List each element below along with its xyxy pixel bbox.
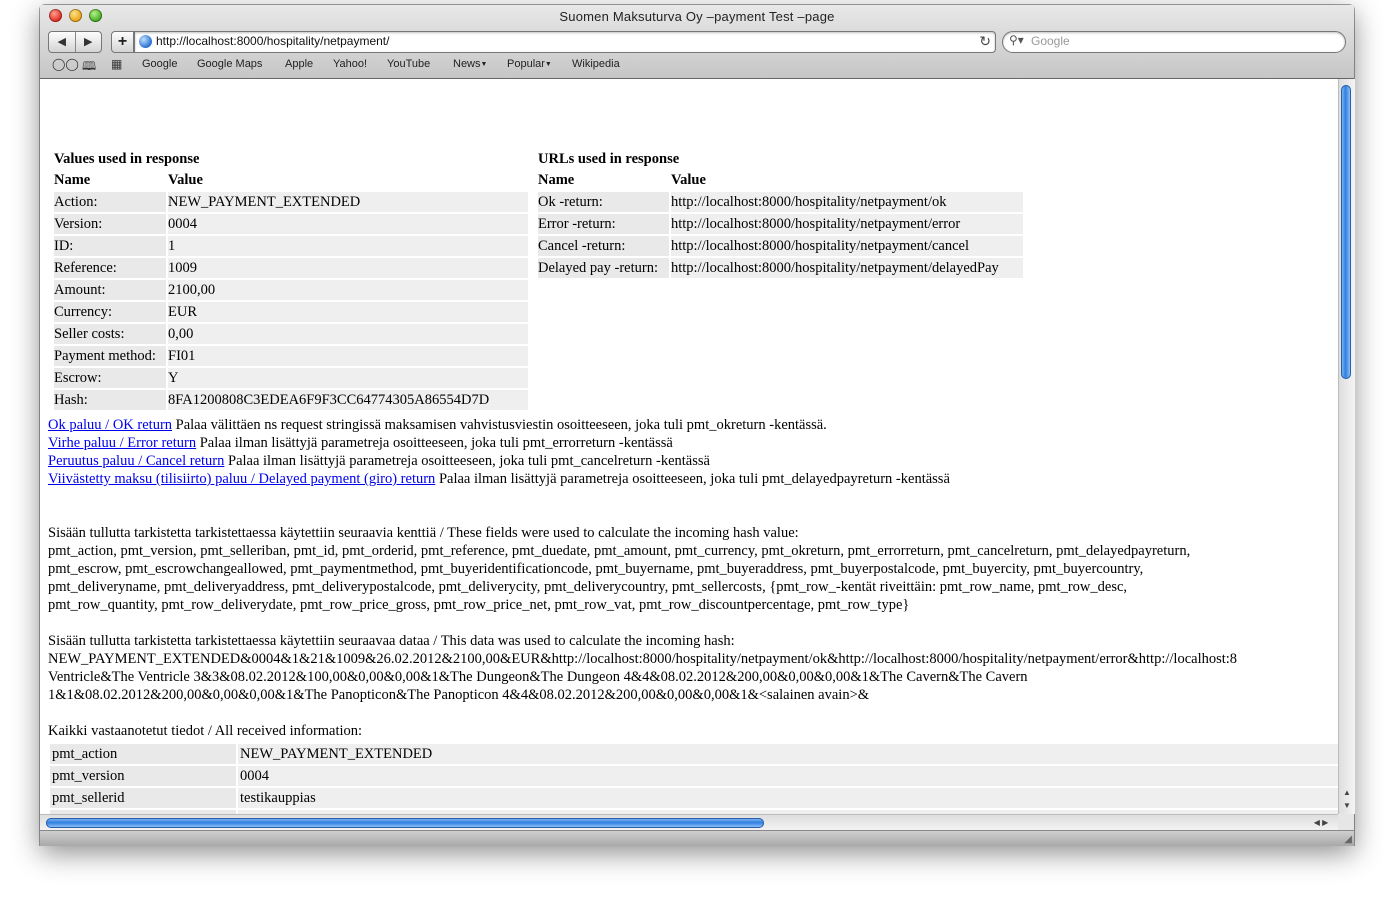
horizontal-scroll-arrows[interactable]: [1304, 815, 1338, 831]
table-row: [54, 390, 528, 410]
hash-data-section: [48, 632, 1348, 704]
table-row: [54, 280, 528, 300]
hash-data-line: Ventricle&The Ventricle 3&3&08.02.2012&100,00&0,00&0,00&1&The Dungeon&The Dungeon 4&4&08.02.2012&200,00&0,00&0,00&1&The Cavern&The Cavern: [48, 669, 1028, 685]
row-name: pmt_sellerid: [50, 788, 236, 808]
values-table: [52, 150, 530, 412]
table-row: [538, 258, 1023, 278]
vertical-scroll-arrows[interactable]: [1339, 786, 1355, 814]
bookmark-youtube[interactable]: YouTube: [387, 58, 431, 70]
row-name: Currency:: [54, 302, 166, 322]
scroll-up-icon[interactable]: ▲: [1343, 788, 1351, 797]
row-value: http://localhost:8000/hospitality/netpayment/delayedPay: [671, 258, 1023, 278]
add-bookmark-button[interactable]: +: [111, 31, 134, 53]
row-value: 2100,00: [168, 280, 528, 300]
row-name: Ok -return:: [538, 192, 669, 212]
url-input[interactable]: [156, 33, 956, 49]
row-name: pmt_action: [50, 744, 236, 764]
search-input[interactable]: [1031, 33, 1331, 49]
scroll-left-icon[interactable]: ◀: [1313, 818, 1320, 827]
row-name: Hash:: [54, 390, 166, 410]
back-forward-buttons: [48, 31, 102, 53]
bookmark-google-maps[interactable]: Google Maps: [197, 58, 263, 70]
table-row: [538, 214, 1023, 234]
return-line: [48, 470, 1338, 488]
row-name: Amount:: [54, 280, 166, 300]
browser-window: [40, 5, 1354, 845]
table-header-row: [54, 170, 528, 190]
resize-grip-icon[interactable]: ◢: [1344, 834, 1352, 845]
hash-fields-heading: Sisään tullutta tarkistetta tarkistettaessa käytettiin seuraavia kenttiä / These fields were used to calculate the incoming hash value:: [48, 525, 799, 541]
scroll-down-icon[interactable]: ▼: [1343, 801, 1351, 810]
column-header-name: Name: [538, 172, 575, 188]
bookmark-news-label: News: [453, 58, 481, 70]
horizontal-scrollbar[interactable]: [40, 814, 1338, 831]
table-row: [54, 192, 528, 212]
row-value: 0,00: [168, 324, 528, 344]
return-links: [48, 416, 1338, 488]
hash-data-line: NEW_PAYMENT_EXTENDED&0004&1&21&1009&26.02.2012&2100,00&EUR&http://localhost:8000/hospitality/netpayment/ok&http://localhost:8000/hospitality/netpayment/error&http://localhost:8: [48, 651, 1238, 667]
bookmark-yahoo[interactable]: Yahoo!: [333, 58, 368, 70]
table-row: [50, 766, 1340, 786]
row-value: FI01: [168, 346, 528, 366]
browser-chrome: [40, 5, 1354, 79]
hash-fields-line: pmt_deliveryname, pmt_deliveryaddress, pmt_deliverypostalcode, pmt_deliverycity, pmt_deliverycountry, pmt_sellercosts, {pmt_row_-kentät riveittäin: pmt_row_name, pmt_row_desc,: [48, 579, 1128, 595]
address-bar: [134, 31, 996, 53]
table-row: [54, 324, 528, 344]
row-name: Escrow:: [54, 368, 166, 388]
reading-list-icon[interactable]: ◯◯: [52, 57, 79, 71]
dropdown-arrow-icon: ▼: [480, 61, 488, 68]
row-value: 0004: [168, 214, 528, 234]
scrollbar-corner: [1338, 814, 1354, 830]
column-header-value: Value: [168, 172, 203, 188]
search-icon: ⚲▾: [1009, 33, 1024, 47]
hash-fields-section: [48, 524, 1348, 614]
bookmarks-book-icon[interactable]: 🕮: [82, 59, 97, 73]
row-value: EUR: [168, 302, 528, 322]
row-name: Version:: [54, 214, 166, 234]
row-value: 1: [168, 236, 528, 256]
table-row: [54, 258, 528, 278]
hash-data-line: 1&1&08.02.2012&200,00&0,00&0,00&1&The Panopticon&The Panopticon 4&4&08.02.2012&200,00&0,00&0,00&1&<salainen avain>&: [48, 687, 870, 703]
column-header-value: Value: [671, 172, 706, 188]
vertical-scroll-thumb[interactable]: [1341, 85, 1351, 379]
return-line: [48, 434, 1338, 452]
row-value: NEW_PAYMENT_EXTENDED: [168, 192, 528, 212]
bookmark-news[interactable]: [453, 58, 487, 70]
table-row: [50, 744, 1340, 764]
column-header-name: Name: [54, 172, 91, 188]
row-name: pmt_version: [50, 766, 236, 786]
back-arrow-icon[interactable]: ◀: [49, 32, 76, 52]
row-value: http://localhost:8000/hospitality/netpayment/error: [671, 214, 1023, 234]
bookmark-popular[interactable]: [507, 58, 552, 70]
dropdown-arrow-icon: ▼: [544, 61, 552, 68]
top-sites-grid-icon[interactable]: ▦: [111, 57, 123, 71]
values-table-caption: Values used in response: [54, 151, 200, 167]
urls-table: [536, 150, 1025, 280]
row-value: 1009: [168, 258, 528, 278]
reload-icon[interactable]: ↻: [979, 33, 991, 49]
return-line: [48, 452, 1338, 470]
search-bar: [1002, 31, 1346, 53]
hash-fields-line: pmt_row_quantity, pmt_row_deliverydate, pmt_row_price_gross, pmt_row_price_net, pmt_row_vat, pmt_row_discountpercentage, pmt_row_type}: [48, 597, 910, 613]
row-name: ID:: [54, 236, 166, 256]
hash-data-heading: Sisään tullutta tarkistetta tarkistettaessa käytettiin seuraavaa dataa / This data was used to calculate the incoming hash:: [48, 633, 735, 649]
table-row: [538, 192, 1023, 212]
window-title: Suomen Maksuturva Oy –payment Test –page: [559, 9, 835, 24]
row-value: http://localhost:8000/hospitality/netpayment/ok: [671, 192, 1023, 212]
table-row: [54, 236, 528, 256]
received-info-heading: Kaikki vastaanotetut tiedot / All received information:: [48, 723, 363, 739]
return-description: Palaa ilman lisättyjä parametreja osoitteeseen, joka tuli pmt_errorreturn -kentässä: [196, 435, 673, 451]
row-name: Cancel -return:: [538, 236, 669, 256]
horizontal-scroll-thumb[interactable]: [46, 818, 764, 828]
row-value: testikauppias: [238, 788, 1340, 808]
delayed-payment-return-link[interactable]: Viivästetty maksu (tilisiirto) paluu / Delayed payment (giro) return: [48, 471, 436, 487]
row-name: Delayed pay -return:: [538, 258, 669, 278]
hash-fields-line: pmt_escrow, pmt_escrowchangeallowed, pmt_paymentmethod, pmt_buyeridentificationcode, pmt_buyername, pmt_buyeraddress, pmt_buyerpostalcode, pmt_buyercity, pmt_buyercountry,: [48, 561, 1144, 577]
row-name: Payment method:: [54, 346, 166, 366]
table-row: [54, 368, 528, 388]
row-name: Reference:: [54, 258, 166, 278]
bookmarks-bar: [40, 56, 1354, 74]
row-value: Y: [168, 368, 528, 388]
error-return-link[interactable]: Virhe paluu / Error return: [48, 435, 197, 451]
table-row: [50, 788, 1340, 808]
row-name: Action:: [54, 192, 166, 212]
row-value: 8FA1200808C3EDEA6F9F3CC64774305A86554D7D: [168, 390, 528, 410]
return-line: [48, 416, 1338, 434]
cancel-return-link[interactable]: Peruutus paluu / Cancel return: [48, 453, 225, 469]
table-row: [54, 302, 528, 322]
row-value: NEW_PAYMENT_EXTENDED: [238, 744, 1340, 764]
bookmark-google[interactable]: Google: [142, 58, 178, 70]
table-row: [54, 346, 528, 366]
table-row: [54, 214, 528, 234]
table-row: [538, 236, 1023, 256]
bookmark-wikipedia[interactable]: Wikipedia: [572, 58, 620, 70]
row-value: http://localhost:8000/hospitality/netpayment/cancel: [671, 236, 1023, 256]
status-bar: [40, 830, 1354, 846]
ok-return-link[interactable]: Ok paluu / OK return: [48, 417, 173, 433]
return-description: Palaa ilman lisättyjä parametreja osoitteeseen, joka tuli pmt_cancelreturn -kentässä: [224, 453, 710, 469]
row-name: Error -return:: [538, 214, 669, 234]
bookmark-popular-label: Popular: [507, 58, 545, 70]
forward-arrow-icon[interactable]: ▶: [84, 36, 93, 48]
row-name: Seller costs:: [54, 324, 166, 344]
table-header-row: [538, 170, 1023, 190]
scroll-right-icon[interactable]: ▶: [1322, 818, 1329, 827]
return-description: Palaa välittäen ns request stringissä maksamisen vahvistusviestin osoitteeseen, joka tuli pmt_okreturn -kentässä.: [172, 417, 827, 433]
vertical-scrollbar[interactable]: [1338, 79, 1355, 814]
return-description: Palaa ilman lisättyjä parametreja osoitteeseen, joka tuli pmt_delayedpayreturn -kentässä: [435, 471, 950, 487]
bookmark-apple[interactable]: Apple: [285, 58, 314, 70]
hash-fields-line: pmt_action, pmt_version, pmt_selleriban, pmt_id, pmt_orderid, pmt_reference, pmt_duedate, pmt_amount, pmt_currency, pmt_okreturn, pmt_errorreturn, pmt_cancelreturn, pmt_delayedpayreturn,: [48, 543, 1191, 559]
row-value: 0004: [238, 766, 1340, 786]
globe-icon: [139, 35, 152, 48]
urls-table-caption: URLs used in response: [538, 151, 680, 167]
page-content: [40, 79, 1338, 814]
